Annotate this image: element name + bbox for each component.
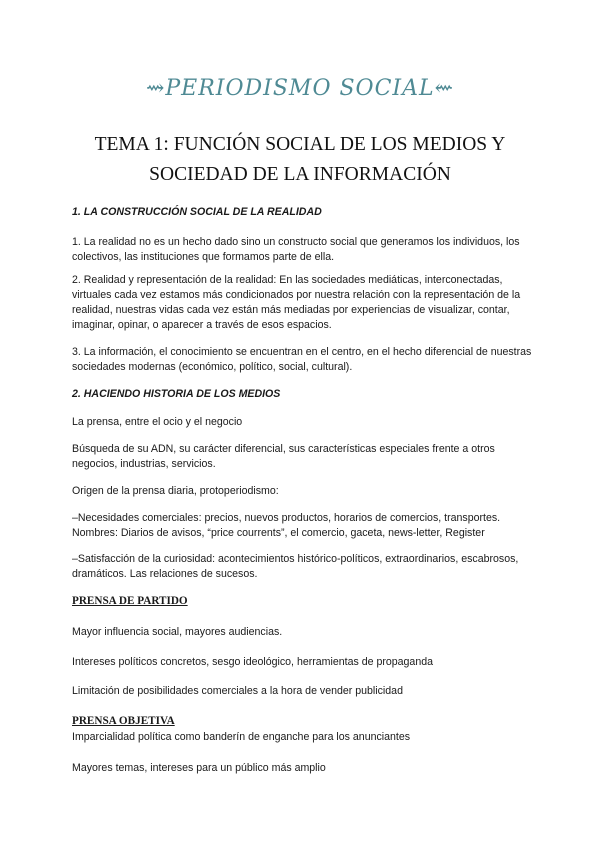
section-2-paragraph-5: –Satisfacción de la curiosidad: acontecimientos histórico-políticos, extraordinarios, escabrosos, dramáticos. Las relaciones de sucesos. bbox=[72, 553, 519, 580]
section-2-paragraph-3: Origen de la prensa diaria, protoperiodismo: bbox=[72, 485, 279, 497]
section-1-paragraph-3: 3. La información, el conocimiento se encuentran en el centro, en el hecho diferencial de nuestras sociedades modernas (económico, político, social, cultural). bbox=[72, 346, 532, 373]
prensa-partido-paragraph-2: Intereses políticos concretos, sesgo ideológico, herramientas de propaganda bbox=[72, 656, 433, 668]
prensa-objetiva-paragraph-1: Imparcialidad política como banderín de enganche para los anunciantes bbox=[72, 731, 411, 743]
decorative-title: ⇝PERIODISMO SOCIAL⇜ bbox=[145, 76, 455, 101]
page-title bbox=[60, 130, 540, 190]
section-2-paragraph-4: –Necesidades comerciales: precios, nuevos productos, horarios de comercios, transportes. Nombres: Diarios de avisos, “price courrents”, el comercio, gaceta, news-letter, Register bbox=[72, 512, 501, 539]
section-1-paragraph-2: 2. Realidad y representación de la realidad: En las sociedades mediáticas, interconectadas, virtuales cada vez estamos más condicionados por nuestra relación con la representación de la realidad, nuestras vidas cada vez están más mediadas por experiencias de visualizar, contar, imaginar, opinar, o aparecer a través de esos espacios. bbox=[72, 274, 521, 331]
section-2-heading: 2. HACIENDO HISTORIA DE LOS MEDIOS bbox=[72, 388, 281, 400]
prensa-partido-paragraph-1: Mayor influencia social, mayores audiencias. bbox=[72, 626, 283, 638]
section-2-paragraph-2: Búsqueda de su ADN, su carácter diferencial, sus características especiales frente a otros negocios, industrias, servicios. bbox=[72, 443, 495, 470]
prensa-objetiva-paragraph-2: Mayores temas, intereses para un público más amplio bbox=[72, 762, 326, 774]
section-1-heading: 1. LA CONSTRUCCIÓN SOCIAL DE LA REALIDAD bbox=[72, 206, 322, 218]
prensa-partido-heading: PRENSA DE PARTIDO bbox=[72, 595, 188, 607]
prensa-partido-paragraph-3: Limitación de posibilidades comerciales a la hora de vender publicidad bbox=[72, 685, 403, 697]
section-1-paragraph-1: 1. La realidad no es un hecho dado sino un constructo social que generamos los individuos, los colectivos, las instituciones que formamos parte de ella. bbox=[72, 236, 520, 263]
prensa-objetiva-heading: PRENSA OBJETIVA bbox=[72, 715, 175, 727]
page-title-line-1: TEMA 1: FUNCIÓN SOCIAL DE LOS MEDIOS Y bbox=[94, 134, 506, 155]
section-2-paragraph-1: La prensa, entre el ocio y el negocio bbox=[72, 416, 243, 428]
page-title-line-2: SOCIEDAD DE LA INFORMACIÓN bbox=[149, 164, 451, 185]
